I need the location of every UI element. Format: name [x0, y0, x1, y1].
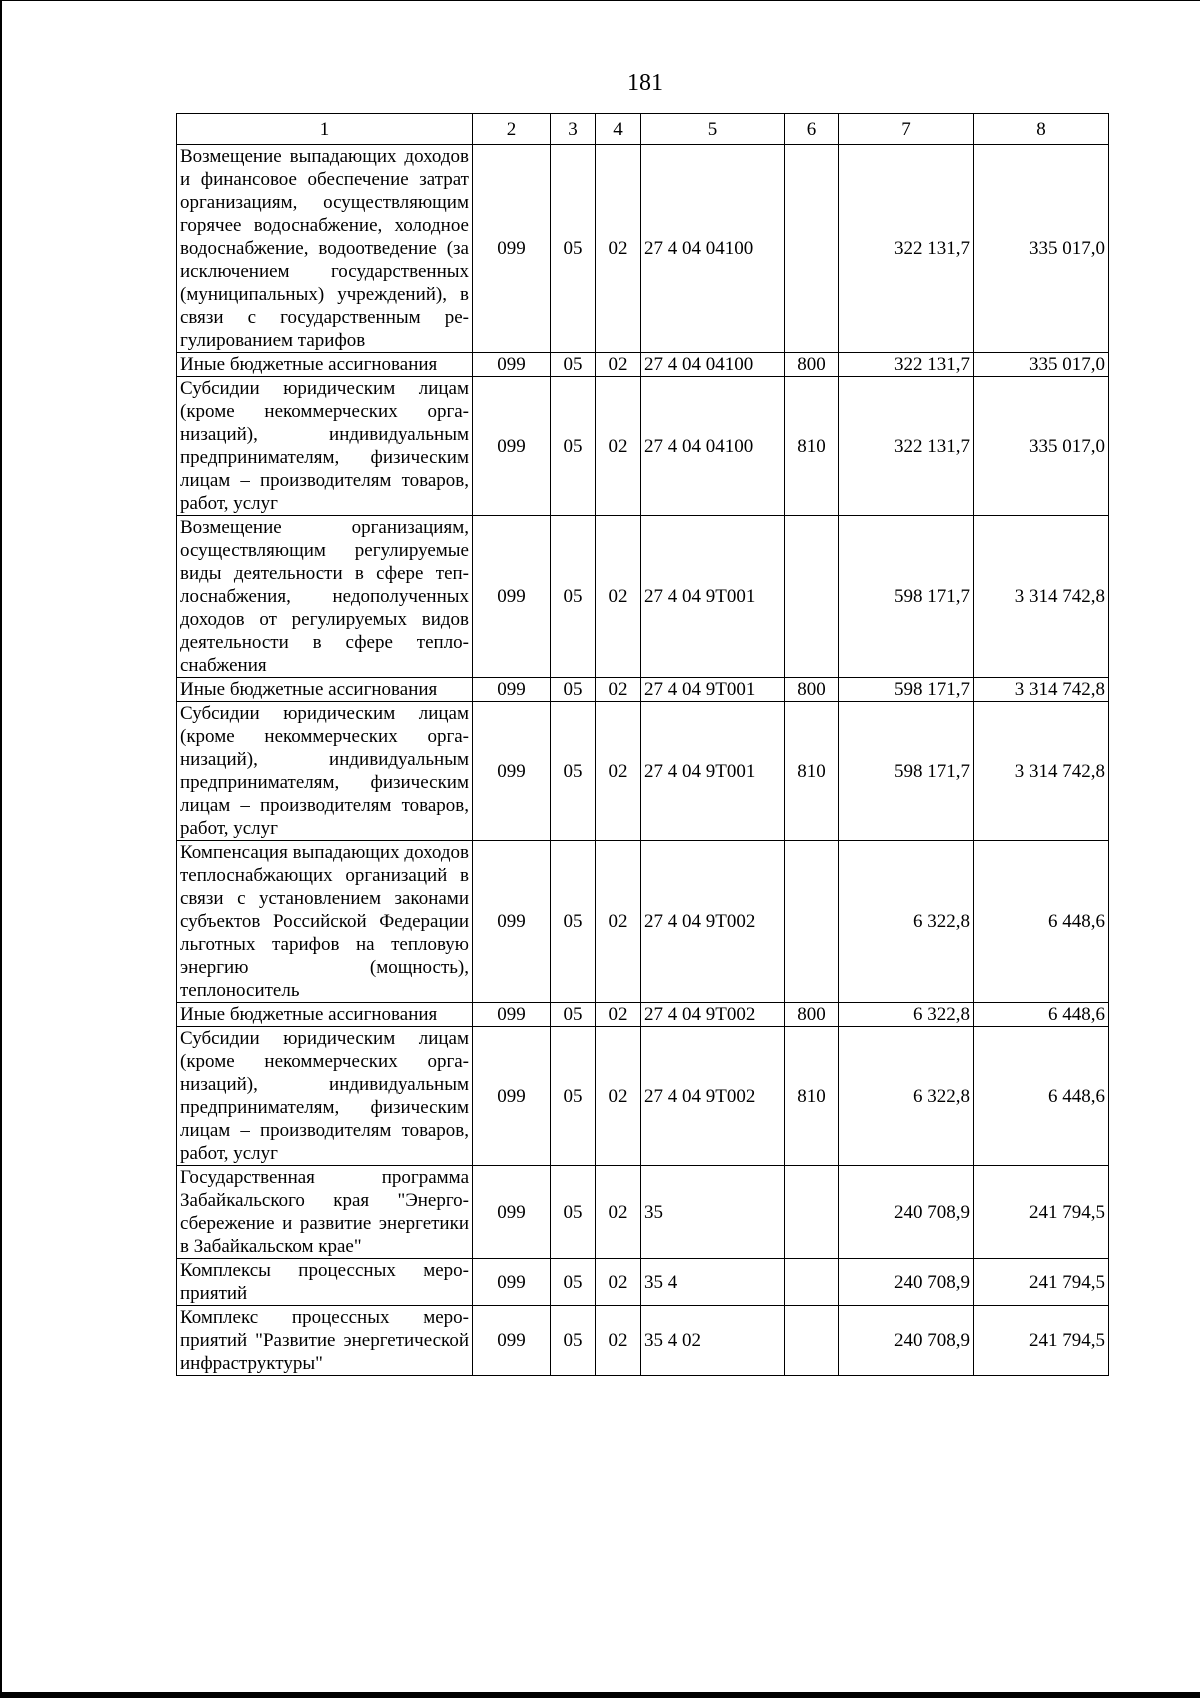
row-expense-type: 810 — [785, 377, 839, 516]
col-header-2: 2 — [473, 114, 551, 145]
row-expense-type: 800 — [785, 1003, 839, 1027]
row-ministry-code: 099 — [473, 1259, 551, 1306]
row-section: 05 — [551, 1003, 596, 1027]
row-name: Компенсация выпадающих доходов теплоснабжающих организаций в связи с установлением законами субъектов Российской Федерации льготных тарифов на тепловую энергию (мощность), теплоноситель — [177, 841, 473, 1003]
table-row — [177, 1003, 1109, 1027]
row-name: Государственная программа Забайкальского края "Энергосбережение и развитие энергетики в Забайкальском крае" — [177, 1166, 473, 1259]
row-name: Возмещение организациям, осуществляющим регулируемые виды деятельности в сфере теплоснабжения, недополученных доходов от регулируемых видов деятельности в сфере теплоснабжения — [177, 516, 473, 678]
row-amount-col8: 3 314 742,8 — [974, 702, 1109, 841]
row-target-article: 27 4 04 04100 — [641, 377, 785, 516]
row-subsection: 02 — [596, 1166, 641, 1259]
col-header-1: 1 — [177, 114, 473, 145]
row-target-article: 35 4 — [641, 1259, 785, 1306]
row-target-article: 27 4 04 9Т002 — [641, 841, 785, 1003]
row-subsection: 02 — [596, 516, 641, 678]
row-amount-col8: 3 314 742,8 — [974, 516, 1109, 678]
row-subsection: 02 — [596, 1306, 641, 1376]
row-ministry-code: 099 — [473, 1027, 551, 1166]
row-amount-col7: 322 131,7 — [839, 377, 974, 516]
table-row — [177, 145, 1109, 353]
row-name: Субсидии юридическим лицам (кроме некоммерческих организаций), индивидуальным предпринимателям, физическим лицам – производителям товаров, работ, услуг — [177, 1027, 473, 1166]
row-section: 05 — [551, 516, 596, 678]
row-name: Иные бюджетные ассигнования — [177, 678, 473, 702]
row-subsection: 02 — [596, 353, 641, 377]
row-section: 05 — [551, 1259, 596, 1306]
col-header-3: 3 — [551, 114, 596, 145]
row-subsection: 02 — [596, 1027, 641, 1166]
row-expense-type — [785, 516, 839, 678]
row-target-article: 35 4 02 — [641, 1306, 785, 1376]
col-header-4: 4 — [596, 114, 641, 145]
row-ministry-code: 099 — [473, 353, 551, 377]
row-subsection: 02 — [596, 678, 641, 702]
row-target-article: 27 4 04 04100 — [641, 145, 785, 353]
row-amount-col8: 3 314 742,8 — [974, 678, 1109, 702]
budget-table — [176, 113, 1109, 1376]
row-amount-col7: 240 708,9 — [839, 1306, 974, 1376]
row-ministry-code: 099 — [473, 702, 551, 841]
row-expense-type — [785, 1259, 839, 1306]
row-ministry-code: 099 — [473, 377, 551, 516]
row-amount-col8: 241 794,5 — [974, 1306, 1109, 1376]
row-name: Субсидии юридическим лицам (кроме некоммерческих организаций), индивидуальным предпринимателям, физическим лицам – производителям товаров, работ, услуг — [177, 377, 473, 516]
row-target-article: 35 — [641, 1166, 785, 1259]
table-row — [177, 1306, 1109, 1376]
col-header-5: 5 — [641, 114, 785, 145]
col-header-7: 7 — [839, 114, 974, 145]
row-amount-col7: 598 171,7 — [839, 678, 974, 702]
row-name: Комплексы процессных мероприятий — [177, 1259, 473, 1306]
row-amount-col7: 6 322,8 — [839, 1027, 974, 1166]
row-amount-col8: 335 017,0 — [974, 353, 1109, 377]
row-expense-type: 800 — [785, 353, 839, 377]
table-row — [177, 702, 1109, 841]
row-section: 05 — [551, 377, 596, 516]
row-name: Комплекс процессных мероприятий "Развитие энергетической инфраструктуры" — [177, 1306, 473, 1376]
row-amount-col8: 6 448,6 — [974, 1003, 1109, 1027]
row-amount-col8: 6 448,6 — [974, 841, 1109, 1003]
page-number: 181 — [627, 70, 663, 96]
row-amount-col7: 322 131,7 — [839, 145, 974, 353]
table-row — [177, 1259, 1109, 1306]
row-section: 05 — [551, 678, 596, 702]
table-row — [177, 841, 1109, 1003]
row-subsection: 02 — [596, 841, 641, 1003]
row-expense-type — [785, 145, 839, 353]
row-subsection: 02 — [596, 377, 641, 516]
row-subsection: 02 — [596, 1003, 641, 1027]
row-amount-col8: 241 794,5 — [974, 1259, 1109, 1306]
row-ministry-code: 099 — [473, 1003, 551, 1027]
row-subsection: 02 — [596, 145, 641, 353]
row-expense-type — [785, 841, 839, 1003]
row-target-article: 27 4 04 9Т001 — [641, 702, 785, 841]
row-target-article: 27 4 04 04100 — [641, 353, 785, 377]
row-ministry-code: 099 — [473, 1306, 551, 1376]
row-amount-col7: 598 171,7 — [839, 516, 974, 678]
row-expense-type: 800 — [785, 678, 839, 702]
row-ministry-code: 099 — [473, 516, 551, 678]
row-section: 05 — [551, 841, 596, 1003]
table-row — [177, 353, 1109, 377]
row-amount-col7: 6 322,8 — [839, 1003, 974, 1027]
row-subsection: 02 — [596, 1259, 641, 1306]
table-row — [177, 377, 1109, 516]
table-row — [177, 678, 1109, 702]
row-name: Иные бюджетные ассигнования — [177, 353, 473, 377]
row-name: Иные бюджетные ассигнования — [177, 1003, 473, 1027]
row-section: 05 — [551, 1166, 596, 1259]
row-expense-type: 810 — [785, 702, 839, 841]
row-amount-col8: 335 017,0 — [974, 145, 1109, 353]
row-ministry-code: 099 — [473, 1166, 551, 1259]
table-row — [177, 1166, 1109, 1259]
row-section: 05 — [551, 702, 596, 841]
col-header-8: 8 — [974, 114, 1109, 145]
header-row — [177, 114, 1109, 145]
row-amount-col8: 6 448,6 — [974, 1027, 1109, 1166]
row-target-article: 27 4 04 9Т001 — [641, 678, 785, 702]
row-ministry-code: 099 — [473, 145, 551, 353]
row-target-article: 27 4 04 9Т002 — [641, 1027, 785, 1166]
row-amount-col7: 598 171,7 — [839, 702, 974, 841]
row-subsection: 02 — [596, 702, 641, 841]
col-header-6: 6 — [785, 114, 839, 145]
row-ministry-code: 099 — [473, 678, 551, 702]
row-expense-type — [785, 1166, 839, 1259]
row-section: 05 — [551, 353, 596, 377]
row-amount-col7: 240 708,9 — [839, 1166, 974, 1259]
row-expense-type: 810 — [785, 1027, 839, 1166]
row-section: 05 — [551, 145, 596, 353]
row-target-article: 27 4 04 9Т001 — [641, 516, 785, 678]
table-row — [177, 516, 1109, 678]
row-target-article: 27 4 04 9Т002 — [641, 1003, 785, 1027]
row-amount-col7: 322 131,7 — [839, 353, 974, 377]
row-amount-col7: 240 708,9 — [839, 1259, 974, 1306]
table-row — [177, 1027, 1109, 1166]
row-section: 05 — [551, 1306, 596, 1376]
row-name: Возмещение выпадающих доходов и финансовое обеспечение затрат организациям, осуществляющим горячее водоснабжение, холодное водоснабжение, водоотведение (за исключением государственных (муниципальных) учреждений), в связи с государственным регулированием тарифов — [177, 145, 473, 353]
row-amount-col8: 241 794,5 — [974, 1166, 1109, 1259]
row-section: 05 — [551, 1027, 596, 1166]
row-ministry-code: 099 — [473, 841, 551, 1003]
row-amount-col7: 6 322,8 — [839, 841, 974, 1003]
row-expense-type — [785, 1306, 839, 1376]
row-name: Субсидии юридическим лицам (кроме некоммерческих организаций), индивидуальным предпринимателям, физическим лицам – производителям товаров, работ, услуг — [177, 702, 473, 841]
row-amount-col8: 335 017,0 — [974, 377, 1109, 516]
